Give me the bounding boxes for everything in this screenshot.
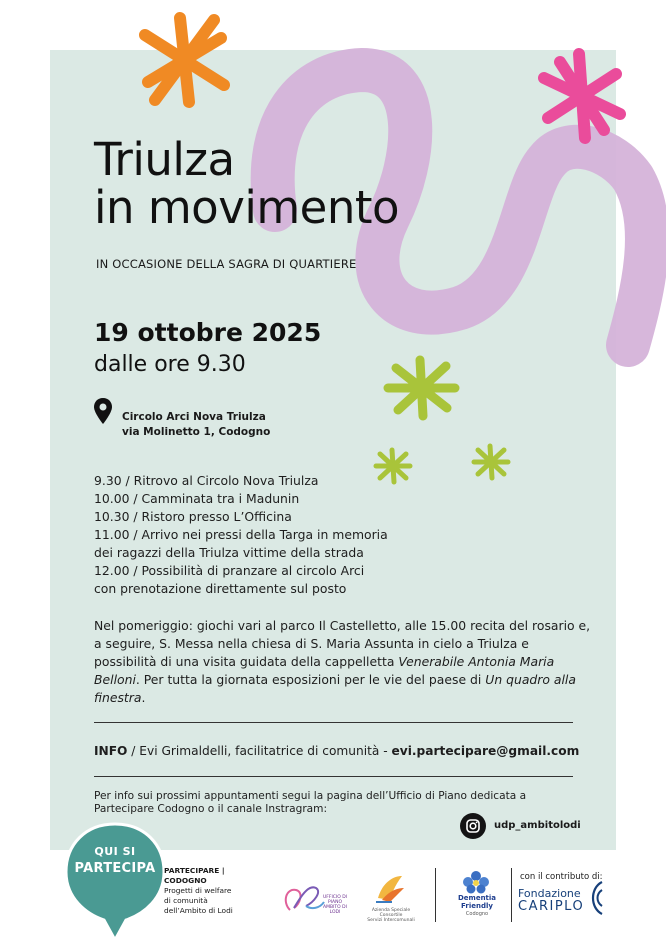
title-line-2: in movimento <box>94 181 400 234</box>
followup-text: Per info sui prossimi appuntamenti segui la pagina dell’Ufficio di Piano dedicata a Partecipare Codogno o il canale Instragram: <box>94 790 527 815</box>
divider-bottom <box>94 776 573 777</box>
dementia-sub: Codogno <box>465 911 489 917</box>
cariplo-mark-icon <box>586 880 604 916</box>
badge-line-1: QUI SI <box>94 845 136 858</box>
partner-line-5: dell’Ambito di Lodi <box>164 906 233 915</box>
instagram-icon[interactable] <box>460 813 486 839</box>
afternoon-text-2: . Per tutta la giornata esposizioni per le vie del paese di <box>135 672 486 687</box>
afternoon-italic-chapel: Venerabile Antonia Maria Belloni <box>94 654 555 687</box>
divider-top <box>94 722 573 723</box>
cariplo-label: con il contributo di: <box>520 872 603 882</box>
azienda-caption-sub: Servizi Intercomunali <box>367 918 415 923</box>
afternoon-italic-exhibit: Un quadro alla finestra <box>94 672 576 705</box>
info-label: INFO <box>94 744 128 758</box>
dementia-line-1: Dementia <box>457 894 497 902</box>
info-line <box>94 744 579 758</box>
info-text: / Evi Grimaldelli, facilitatrice di comunità - <box>127 744 392 758</box>
partner-line-3: Progetti di welfare <box>164 886 232 895</box>
dementia-friendly-logo <box>452 894 502 918</box>
azienda-speciale-logo-icon <box>372 872 408 906</box>
afternoon-text-1: Nel pomeriggio: giochi vari al parco Il Castelletto, alle 15.00 recita del rosario e, a seguire, S. Messa nella chiesa di S. Maria Assunta in cielo a Triulza e possibilità di una visita guidata della cappelletta <box>94 618 591 669</box>
event-time: dalle ore 9.30 <box>94 352 246 377</box>
schedule-line: dei ragazzi della Triulza vittime della strada <box>94 545 364 560</box>
afternoon-text-3: . <box>141 690 146 705</box>
info-email-link[interactable]: evi.partecipare@gmail.com <box>391 744 580 758</box>
ufficio-caption-sub: AMBITO DI LODI <box>323 905 347 915</box>
schedule-line: 11.00 / Arrivo nei pressi della Targa in memoria <box>94 527 388 542</box>
pink-star-icon <box>544 54 620 138</box>
schedule-line: con prenotazione direttamente sul posto <box>94 581 347 596</box>
location-pin-icon <box>94 398 112 424</box>
azienda-speciale-caption <box>362 908 420 923</box>
partner-line-4: di comunità <box>164 896 208 905</box>
orange-star-icon <box>145 18 224 102</box>
badge-line-2: PARTECIPA <box>74 861 156 876</box>
schedule-line: 9.30 / Ritrovo al Circolo Nova Triulza <box>94 473 319 488</box>
partner-line-1: PARTECIPARE | <box>164 866 225 875</box>
event-title <box>94 133 400 234</box>
qui-si-partecipa-badge-icon <box>62 820 168 942</box>
badge-text <box>72 843 158 877</box>
venue-name: Circolo Arci Nova Triulza <box>122 411 266 423</box>
venue <box>122 410 270 440</box>
instagram-handle-link[interactable]: udp_ambitolodi <box>494 820 581 831</box>
cariplo-line-2: CARIPLO <box>518 899 585 914</box>
event-date: 19 ottobre 2025 <box>94 318 322 347</box>
afternoon-description <box>94 617 594 707</box>
partner-text <box>164 866 233 916</box>
dementia-line-2: Friendly <box>461 902 493 910</box>
schedule-list <box>94 472 388 598</box>
azienda-caption-line: Azienda Speciale Consortile <box>371 908 411 918</box>
logo-separator-1 <box>435 868 436 922</box>
schedule-line: 10.30 / Ristoro presso L’Officina <box>94 509 292 524</box>
title-line-1: Triulza <box>94 133 235 186</box>
cariplo-line-1: Fondazione <box>518 887 581 900</box>
partner-line-2: CODOGNO <box>164 876 207 885</box>
venue-address: via Molinetto 1, Codogno <box>122 426 271 438</box>
schedule-line: 12.00 / Possibilità di pranzare al circolo Arci <box>94 563 365 578</box>
green-star-small-right-icon <box>474 446 508 478</box>
forget-me-not-flower-icon <box>462 870 490 894</box>
ufficio-caption-line: UFFICIO DI PIANO <box>322 895 348 905</box>
schedule-line: 10.00 / Camminata tra i Madunin <box>94 491 300 506</box>
event-subtitle: IN OCCASIONE DELLA SAGRA DI QUARTIERE <box>96 257 357 271</box>
logo-separator-2 <box>511 868 512 922</box>
ufficio-di-piano-caption <box>318 895 352 915</box>
green-star-large-icon <box>388 360 455 416</box>
